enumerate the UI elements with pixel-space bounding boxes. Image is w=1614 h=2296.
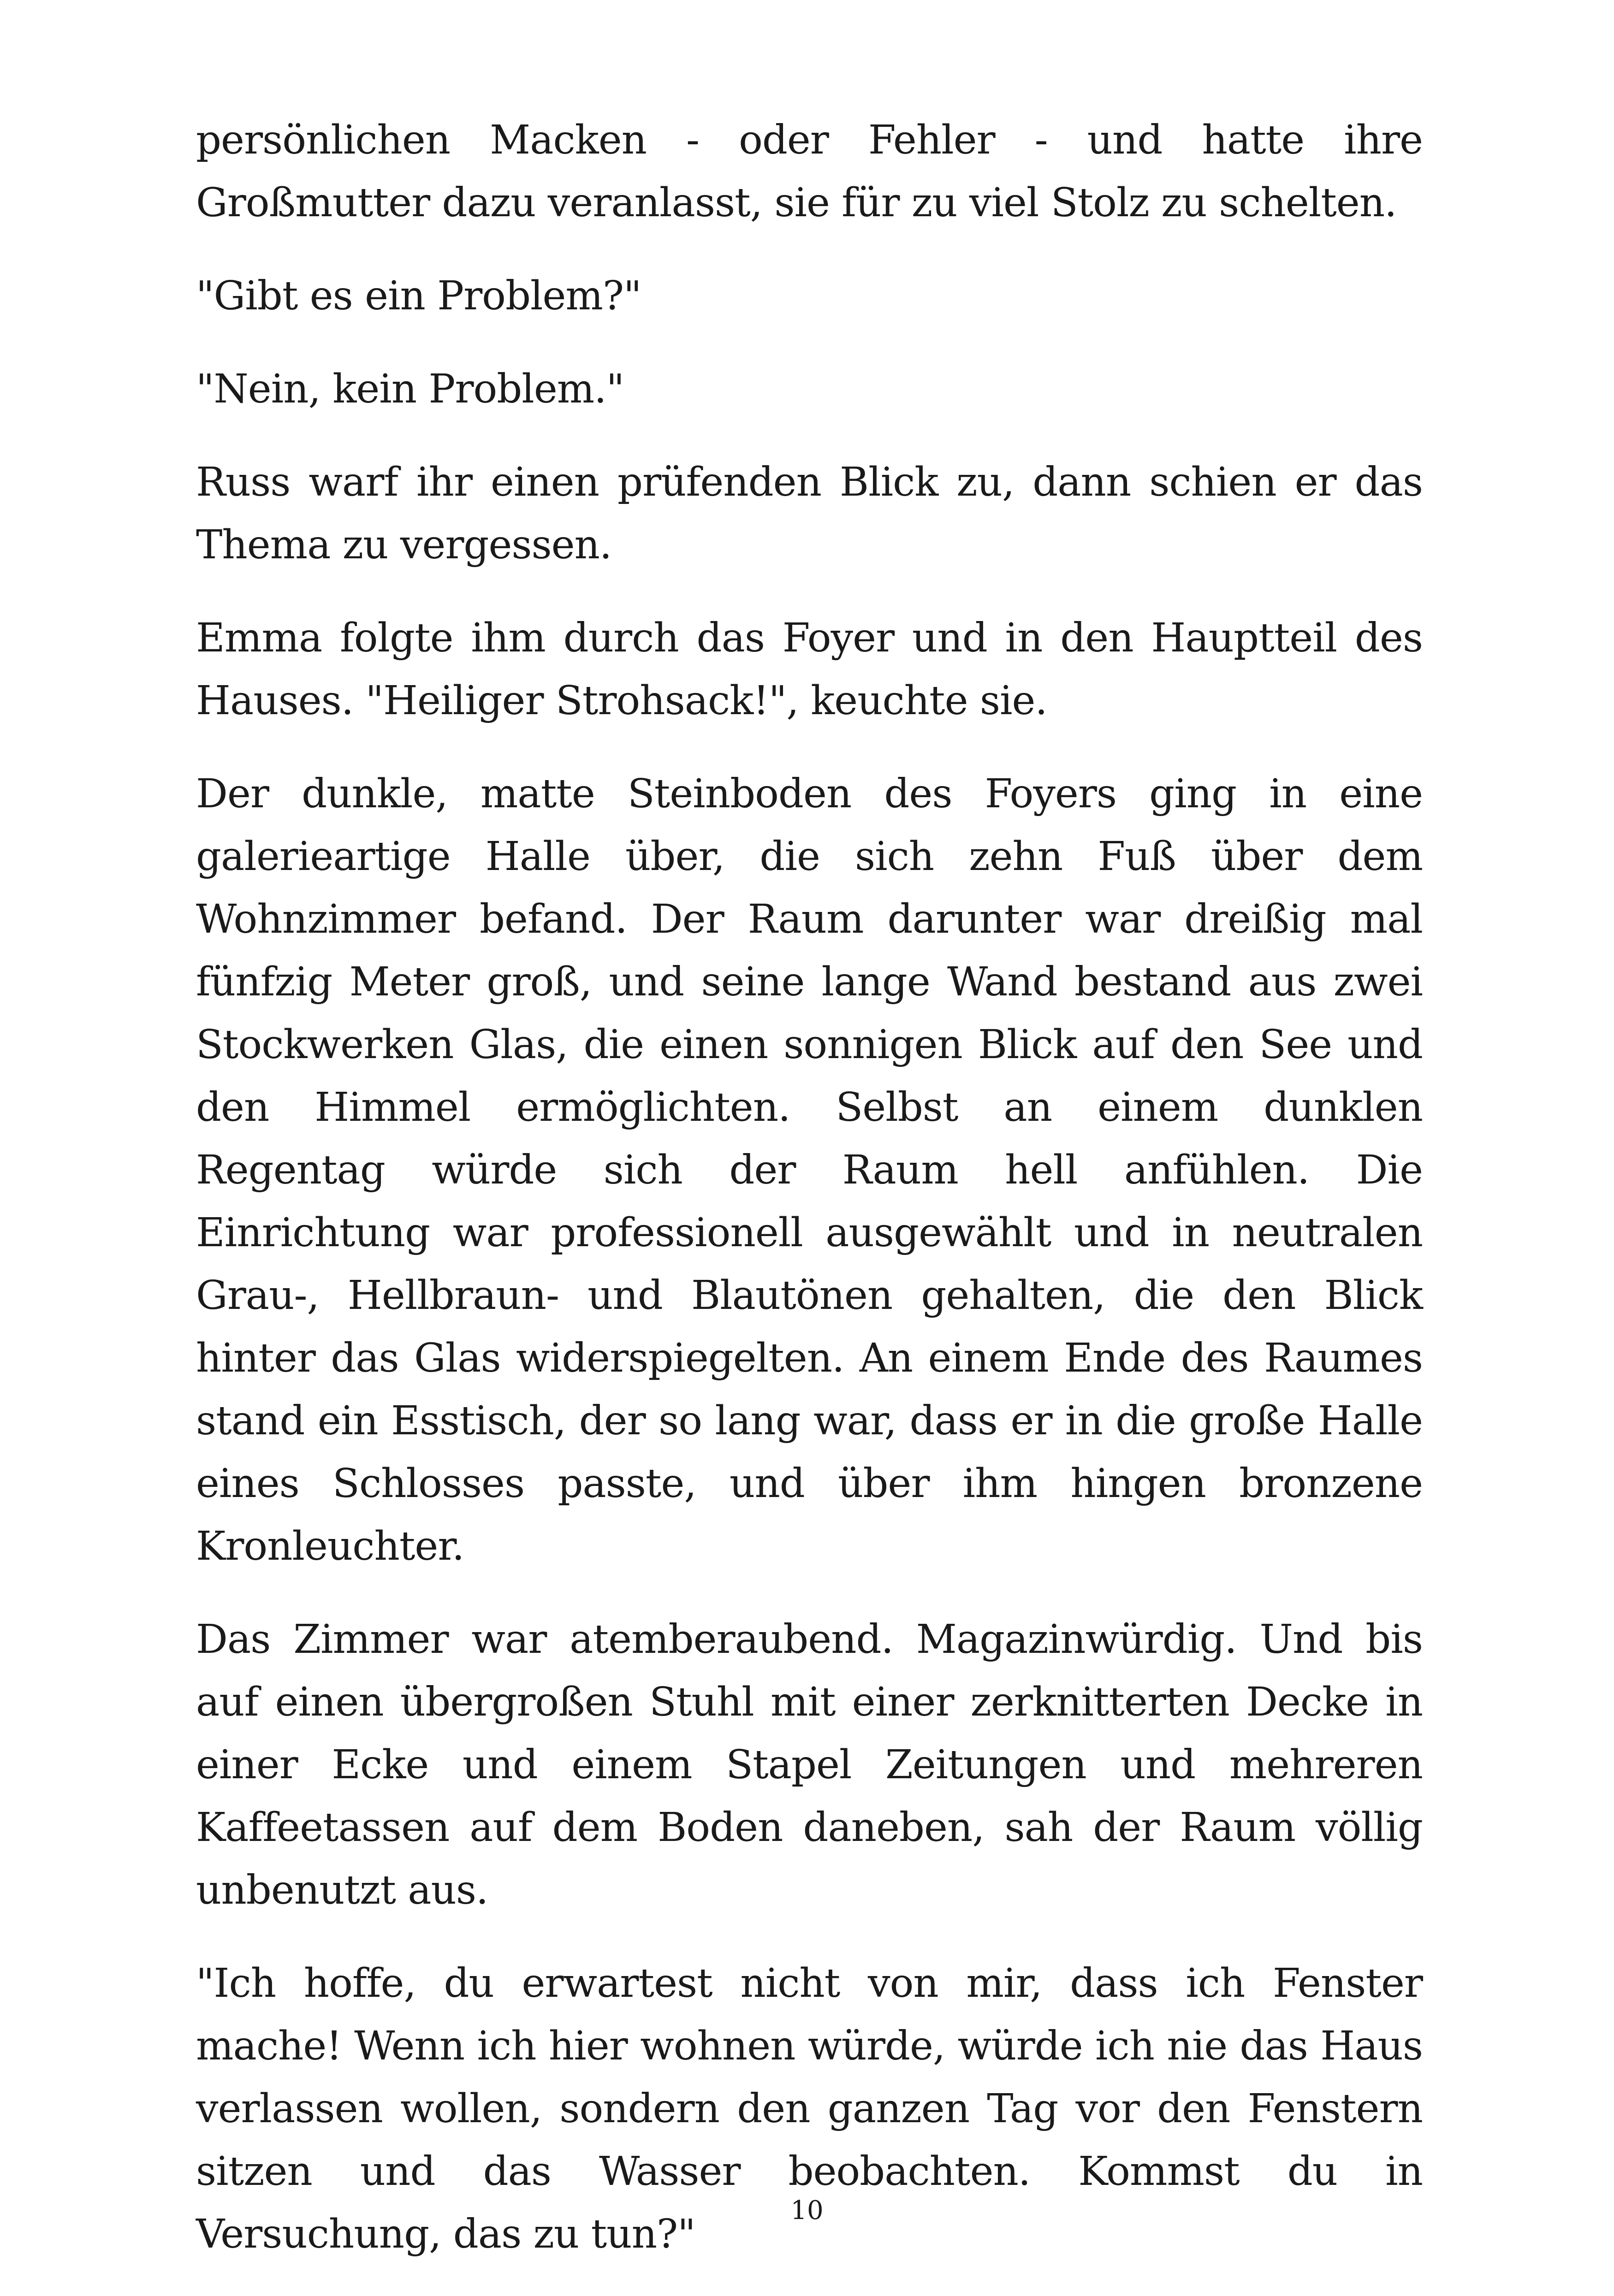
paragraph: "Gibt es ein Problem?" xyxy=(196,273,641,319)
paragraph: persönlichen Macken - oder Fehler - und hatte ihre Großmutter dazu veranlasst, sie für zu viel Stolz zu schelten. xyxy=(196,117,1423,226)
paragraph: Russ warf ihr einen prüfenden Blick zu, dann schien er das Thema zu vergessen. xyxy=(196,459,1423,568)
paragraph: "Ich hoffe, du erwartest nicht von mir, dass ich Fenster mache! Wenn ich hier wohnen würde, würde ich nie das Haus verlassen wollen, sondern den ganzen Tag vor den Fenstern sitzen und das Wasser beobachten. Kommst du in Versuchung, das zu tun?" xyxy=(196,1960,1423,2257)
paragraph: Emma folgte ihm durch das Foyer und in den Hauptteil des Hauses. "Heiliger Strohsack!", keuchte sie. xyxy=(196,615,1423,724)
body-text xyxy=(196,109,1423,2296)
paragraph: Der dunkle, matte Steinboden des Foyers ging in eine galerieartige Halle über, die sich zehn Fuß über dem Wohnzimmer befand. Der Raum darunter war dreißig mal fünfzig Meter groß, und seine lange Wand bestand aus zwei Stockwerken Glas, die einen sonnigen Blick auf den See und den Himmel ermöglichten. Selbst an einem dunklen Regentag würde sich der Raum hell anfühlen. Die Einrichtung war professionell ausgewählt und in neutralen Grau-, Hellbraun- und Blautönen gehalten, die den Blick hinter das Glas widerspiegelten. An einem Ende des Raumes stand ein Esstisch, der so lang war, dass er in die große Halle eines Schlosses passte, und über ihm hingen bronzene Kronleuchter. xyxy=(196,771,1423,1569)
paragraph: "Nein, kein Problem." xyxy=(196,366,624,412)
page-number: 10 xyxy=(790,2195,824,2225)
paragraph: Das Zimmer war atemberaubend. Magazinwürdig. Und bis auf einen übergroßen Stuhl mit einer zerknitterten Decke in einer Ecke und einem Stapel Zeitungen und mehreren Kaffeetassen auf dem Boden daneben, sah der Raum völlig unbenutzt aus. xyxy=(196,1616,1423,1913)
